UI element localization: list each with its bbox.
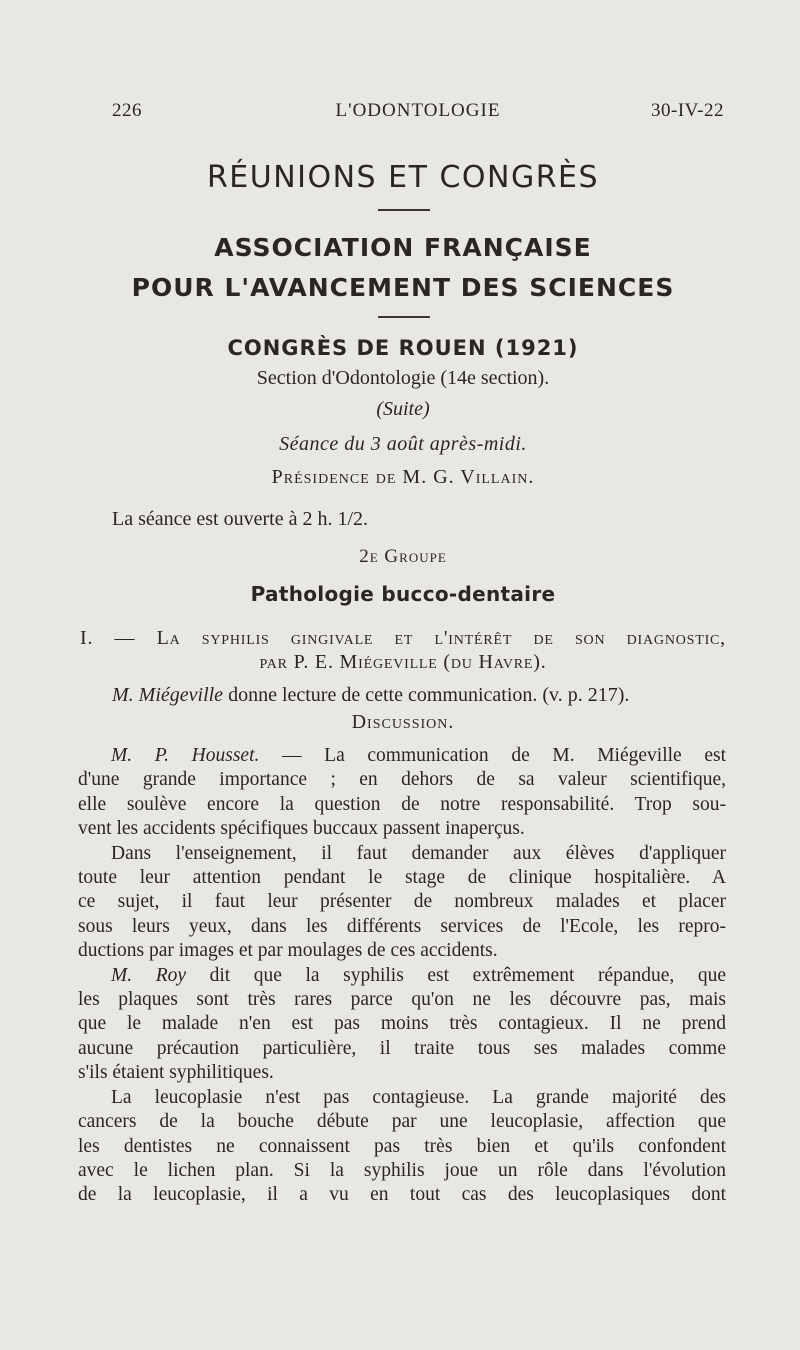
issue-date: 30-IV-22 [651, 100, 724, 121]
item-1-title-line-1: I. — La syphilis gingivale et l'intérêt de son diagnostic, [80, 627, 726, 649]
association-line-2: POUR L'AVANCEMENT DES SCIENCES [131, 273, 675, 302]
journal-title: L'ODONTOLOGIE [335, 100, 501, 121]
seance-line: Séance du 3 août après-midi. [279, 433, 527, 455]
page-number: 226 [112, 100, 142, 121]
groupe-line: 2e Groupe [359, 546, 447, 567]
opening-line: La séance est ouverte à 2 h. 1/2. [112, 508, 369, 530]
title-rule [378, 209, 430, 211]
association-rule [378, 316, 430, 318]
discussion-heading: Discussion. [351, 711, 455, 733]
association-heading [80, 228, 726, 308]
congress-heading: CONGRÈS DE ROUEN (1921) [227, 336, 579, 360]
reading-line [112, 684, 629, 707]
discussion-body [78, 744, 726, 1208]
association-line-1: ASSOCIATION FRANÇAISE [214, 233, 592, 262]
running-header [112, 100, 724, 130]
item-1-title-line-2: par P. E. Miégeville (du Havre). [259, 651, 547, 673]
speaker-housset: M. P. Housset. [111, 745, 260, 766]
paragraph-enseignement: Dans l'enseignement, il faut demander aux élèves d'appliquer toute leur attention pendant le stage de clinique hospitalière. A ce sujet, il faut leur présenter de nombreux malades et placer sous leurs yeux, dans les différents services de l'Ecole, les repro- ductions par images et par moulages de ces accidents. [78, 842, 726, 962]
suite-line: (Suite) [376, 398, 430, 420]
reading-text: donne lecture de cette communication. (v. p. 217). [223, 684, 630, 706]
paragraph-roy: M. Roy dit que la syphilis est extrêmement répandue, que les plaques sont très rares parce qu'on ne les découvre pas, mais que le malade n'en est pas moins très contagieux. Il ne prend aucune précaution particulière, il traite tous ses malades comme s'ils étaient syphilitiques. [78, 964, 726, 1084]
speaker-roy: M. Roy [111, 964, 187, 986]
reading-speaker: M. Miégeville [112, 684, 224, 706]
section-line: Section d'Odontologie (14e section). [256, 367, 550, 389]
section-title: RÉUNIONS ET CONGRÈS [206, 160, 600, 195]
presidence-line: Présidence de M. G. Villain. [271, 466, 535, 488]
paragraph-leucoplasie: La leucoplasie n'est pas contagieuse. La grande majorité des cancers de la bouche débute par une leucoplasie, affection que les dentistes ne connaissent pas très bien et qu'ils confondent avec le lichen plan. Si la syphilis joue un rôle dans l'évolution de la leucoplasie, il a vu en tout cas des leucoplasiques dont [78, 1086, 726, 1206]
groupe-title: Pathologie bucco-dentaire [250, 582, 556, 606]
paragraph-housset: M. P. Housset. — La communication de M. Miégeville est d'une grande importance ; en dehors de sa valeur scientifique, elle soulève encore la question de notre responsabilité. Trop sou- vent les accidents spécifiques buccaux passent inaperçus. [78, 745, 726, 840]
